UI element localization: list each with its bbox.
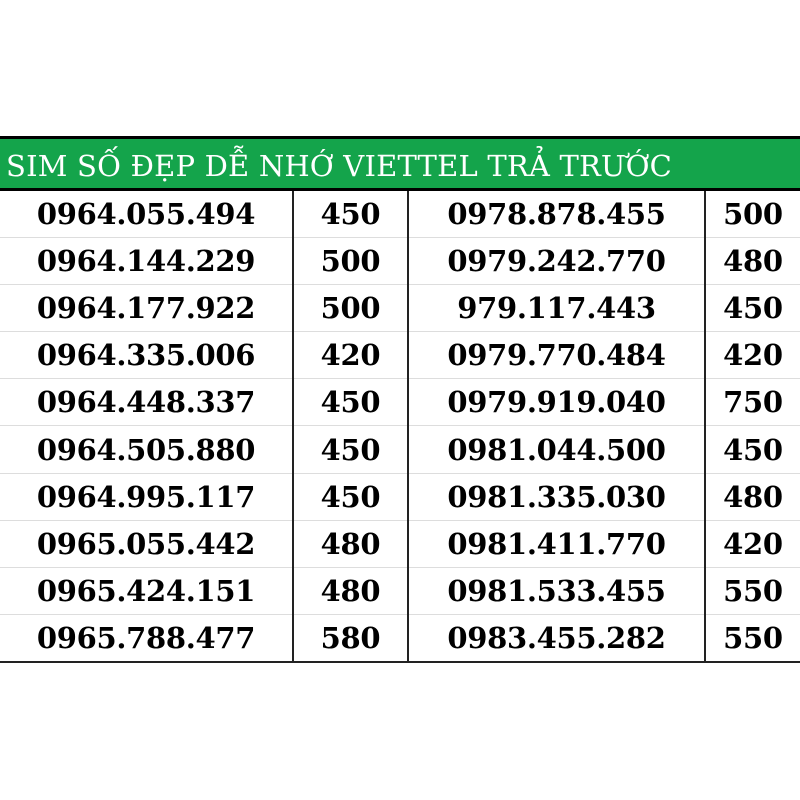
table-row: [0, 567, 800, 614]
price-cell: 420: [293, 332, 408, 379]
price-cell: 500: [293, 285, 408, 332]
table-row: [0, 379, 800, 426]
price-cell: 450: [293, 473, 408, 520]
price-cell: 420: [705, 520, 800, 567]
sim-number-cell: 0965.424.151: [0, 567, 293, 614]
sim-number-cell: 0964.995.117: [0, 473, 293, 520]
sim-number-cell: 0964.177.922: [0, 285, 293, 332]
price-cell: 750: [705, 379, 800, 426]
page-title: SIM SỐ ĐẸP DỄ NHỚ VIETTEL TRẢ TRƯỚC: [6, 149, 673, 183]
price-cell: 450: [705, 285, 800, 332]
sim-number-cell: 0981.411.770: [408, 520, 705, 567]
table-row: [0, 332, 800, 379]
sim-number-cell: 0964.448.337: [0, 379, 293, 426]
price-cell: 450: [293, 379, 408, 426]
sim-number-cell: 0964.335.006: [0, 332, 293, 379]
sim-number-cell: 0964.505.880: [0, 426, 293, 473]
price-cell: 450: [293, 191, 408, 238]
sim-table-body: [0, 191, 800, 662]
table-row: [0, 426, 800, 473]
title-banner: [0, 136, 800, 191]
price-cell: 480: [705, 473, 800, 520]
table-row: [0, 473, 800, 520]
sim-number-cell: 0983.455.282: [408, 614, 705, 662]
sim-number-cell: 0965.788.477: [0, 614, 293, 662]
sim-number-cell: 0979.919.040: [408, 379, 705, 426]
price-cell: 450: [293, 426, 408, 473]
table-row: [0, 614, 800, 662]
price-cell: 500: [705, 191, 800, 238]
sim-number-cell: 0964.055.494: [0, 191, 293, 238]
sim-number-cell: 0981.335.030: [408, 473, 705, 520]
price-cell: 500: [293, 238, 408, 285]
sim-number-cell: 0964.144.229: [0, 238, 293, 285]
sim-number-cell: 0981.044.500: [408, 426, 705, 473]
table-row: [0, 238, 800, 285]
table-row: [0, 520, 800, 567]
price-cell: 420: [705, 332, 800, 379]
price-cell: 550: [705, 567, 800, 614]
table-row: [0, 191, 800, 238]
price-cell: 550: [705, 614, 800, 662]
price-cell: 480: [293, 520, 408, 567]
sim-price-list: [0, 136, 800, 662]
price-cell: 480: [705, 238, 800, 285]
price-cell: 450: [705, 426, 800, 473]
sim-number-cell: 979.117.443: [408, 285, 705, 332]
table-row: [0, 285, 800, 332]
sim-table: [0, 191, 800, 663]
price-cell: 580: [293, 614, 408, 662]
price-cell: 480: [293, 567, 408, 614]
sim-number-cell: 0965.055.442: [0, 520, 293, 567]
sim-number-cell: 0981.533.455: [408, 567, 705, 614]
sim-number-cell: 0979.242.770: [408, 238, 705, 285]
sim-number-cell: 0978.878.455: [408, 191, 705, 238]
sim-number-cell: 0979.770.484: [408, 332, 705, 379]
